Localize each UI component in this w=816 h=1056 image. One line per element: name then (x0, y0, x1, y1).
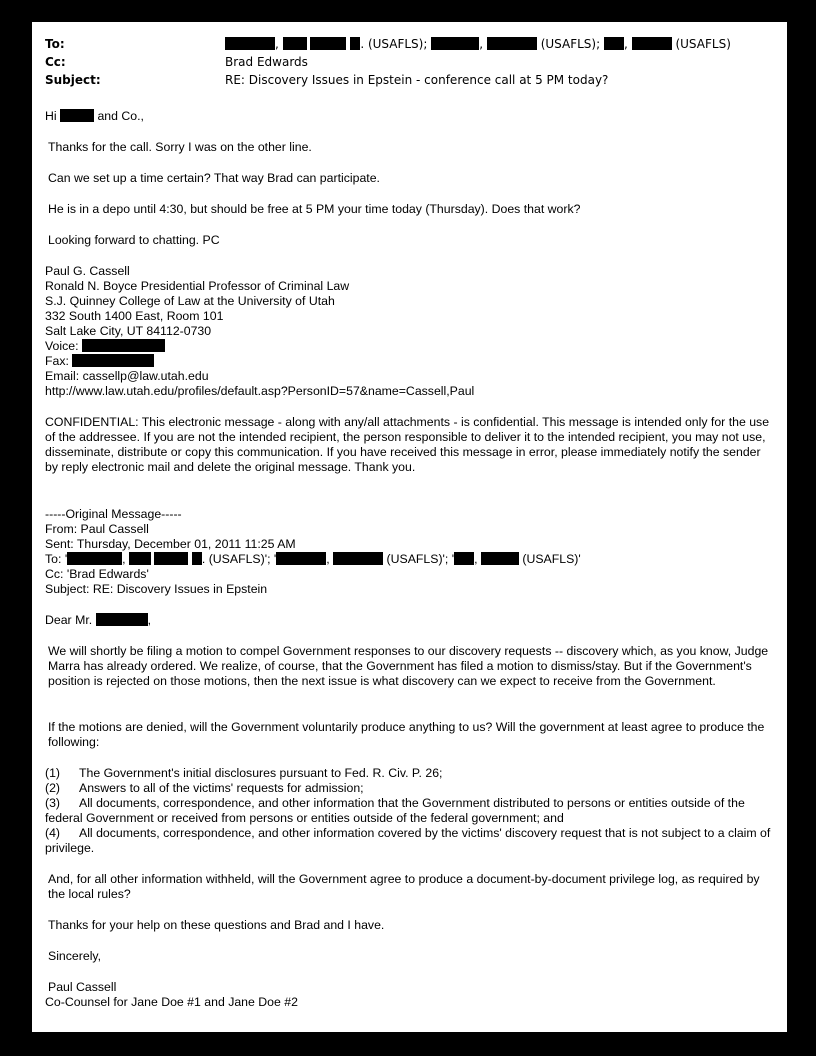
signature-address-1: 332 South 1400 East, Room 101 (45, 309, 224, 323)
redaction (82, 339, 165, 352)
original-paragraph-4: Thanks for your help on these questions and Brad and I have. (48, 918, 385, 932)
signature-fax: Fax: (45, 354, 154, 369)
cc-value: Brad Edwards (225, 55, 308, 69)
reply-line-3: He is in a depo until 4:30, but should be free at 5 PM your time today (Thursday). Does that work? (48, 202, 581, 216)
signature-url: http://www.law.utah.edu/profiles/default.asp?PersonID=57&name=Cassell,Paul (45, 384, 475, 398)
confidential-notice: CONFIDENTIAL: This electronic message - along with any/all attachments - is confidential. This message is intended only for the use of the addressee. If you are not the intended recipient, the person responsible to deliver it to the intended recipient, you may not use, disseminate, distribute or copy this communication. If you have received this message in error, please immediately notify the sender by reply electronic mail and delete the original message. Thank you. (45, 415, 770, 474)
list-item: (3) All documents, correspondence, and other information that the Government distributed to persons or entities outside of the federal Government or received from persons or entities outside of the federal government; and (45, 796, 745, 825)
redaction (192, 552, 202, 565)
redaction (283, 37, 307, 50)
signature-name: Paul G. Cassell (45, 264, 130, 278)
original-sent: Sent: Thursday, December 01, 2011 11:25 AM (45, 537, 296, 551)
cc-label: Cc: (45, 55, 66, 69)
closing: Sincerely, (48, 949, 102, 963)
subject-label: Subject: (45, 73, 101, 87)
signature-email: Email: cassellp@law.utah.edu (45, 369, 209, 383)
closing-role: Co-Counsel for Jane Doe #1 and Jane Doe #2 (45, 995, 298, 1009)
document-page (32, 22, 787, 1032)
to-label: To: (45, 37, 65, 51)
signature-title: Ronald N. Boyce Presidential Professor of Criminal Law (45, 279, 350, 293)
to-recipients: , . (USAFLS); , (USAFLS); , (USAFLS) (225, 36, 731, 53)
redaction (604, 37, 624, 50)
reply-line-4: Looking forward to chatting. PC (48, 233, 220, 247)
original-from: From: Paul Cassell (45, 522, 149, 536)
original-paragraph-1: We will shortly be filing a motion to compel Government responses to our discovery requests -- discovery which, as you know, Judge Marra has already ordered. We realize, of course, that the Government has filed a motion to dismiss/stay. But if the Government's position is rejected on those motions, then the next issue is what discovery can we expect to receive from the Government. (48, 644, 769, 688)
original-paragraph-2: If the motions are denied, will the Government voluntarily produce anything to us? Will the government at least agree to produce the following: (48, 720, 765, 749)
signature-college: S.J. Quinney College of Law at the University of Utah (45, 294, 335, 308)
list-item: (2) Answers to all of the victims' requests for admission; (45, 781, 364, 795)
redaction (60, 109, 94, 122)
redaction (96, 613, 148, 626)
to-row (45, 36, 775, 53)
redaction (67, 552, 122, 565)
original-divider: -----Original Message----- (45, 507, 182, 521)
list-item: (4) All documents, correspondence, and other information covered by the victims' discovery request that is not subject to a claim of privilege. (45, 826, 771, 855)
redaction (333, 552, 383, 565)
original-greeting: Dear Mr. , (45, 613, 151, 627)
redaction (129, 552, 151, 565)
list-item: (1) The Government's initial disclosures pursuant to Fed. R. Civ. P. 26; (45, 766, 443, 780)
redaction (487, 37, 537, 50)
subject-row (45, 72, 775, 89)
reply-line-1: Thanks for the call. Sorry I was on the other line. (48, 140, 312, 154)
original-subject: Subject: RE: Discovery Issues in Epstein (45, 582, 268, 596)
subject-value: RE: Discovery Issues in Epstein - conference call at 5 PM today? (225, 73, 609, 87)
original-to: To: ' , . (USAFLS)'; ' , (USAFLS)'; ' , (USAFLS)' (45, 552, 581, 566)
redaction (632, 37, 672, 50)
redaction (154, 552, 188, 565)
redaction (481, 552, 519, 565)
signature-address-2: Salt Lake City, UT 84112-0730 (45, 324, 212, 338)
redaction (350, 37, 360, 50)
redaction (225, 37, 275, 50)
redaction (310, 37, 346, 50)
redaction (431, 37, 479, 50)
signature-voice: Voice: (45, 339, 165, 354)
original-cc: Cc: 'Brad Edwards' (45, 567, 149, 581)
redaction (72, 354, 154, 367)
closing-name: Paul Cassell (48, 980, 117, 994)
original-paragraph-3: And, for all other information withheld, will the Government agree to produce a document-by-document privilege log, as required by the local rules? (48, 872, 760, 901)
redaction (454, 552, 474, 565)
greeting: Hi and Co., (45, 109, 144, 123)
cc-row (45, 54, 775, 71)
redaction (276, 552, 326, 565)
reply-line-2: Can we set up a time certain? That way Brad can participate. (48, 171, 380, 185)
